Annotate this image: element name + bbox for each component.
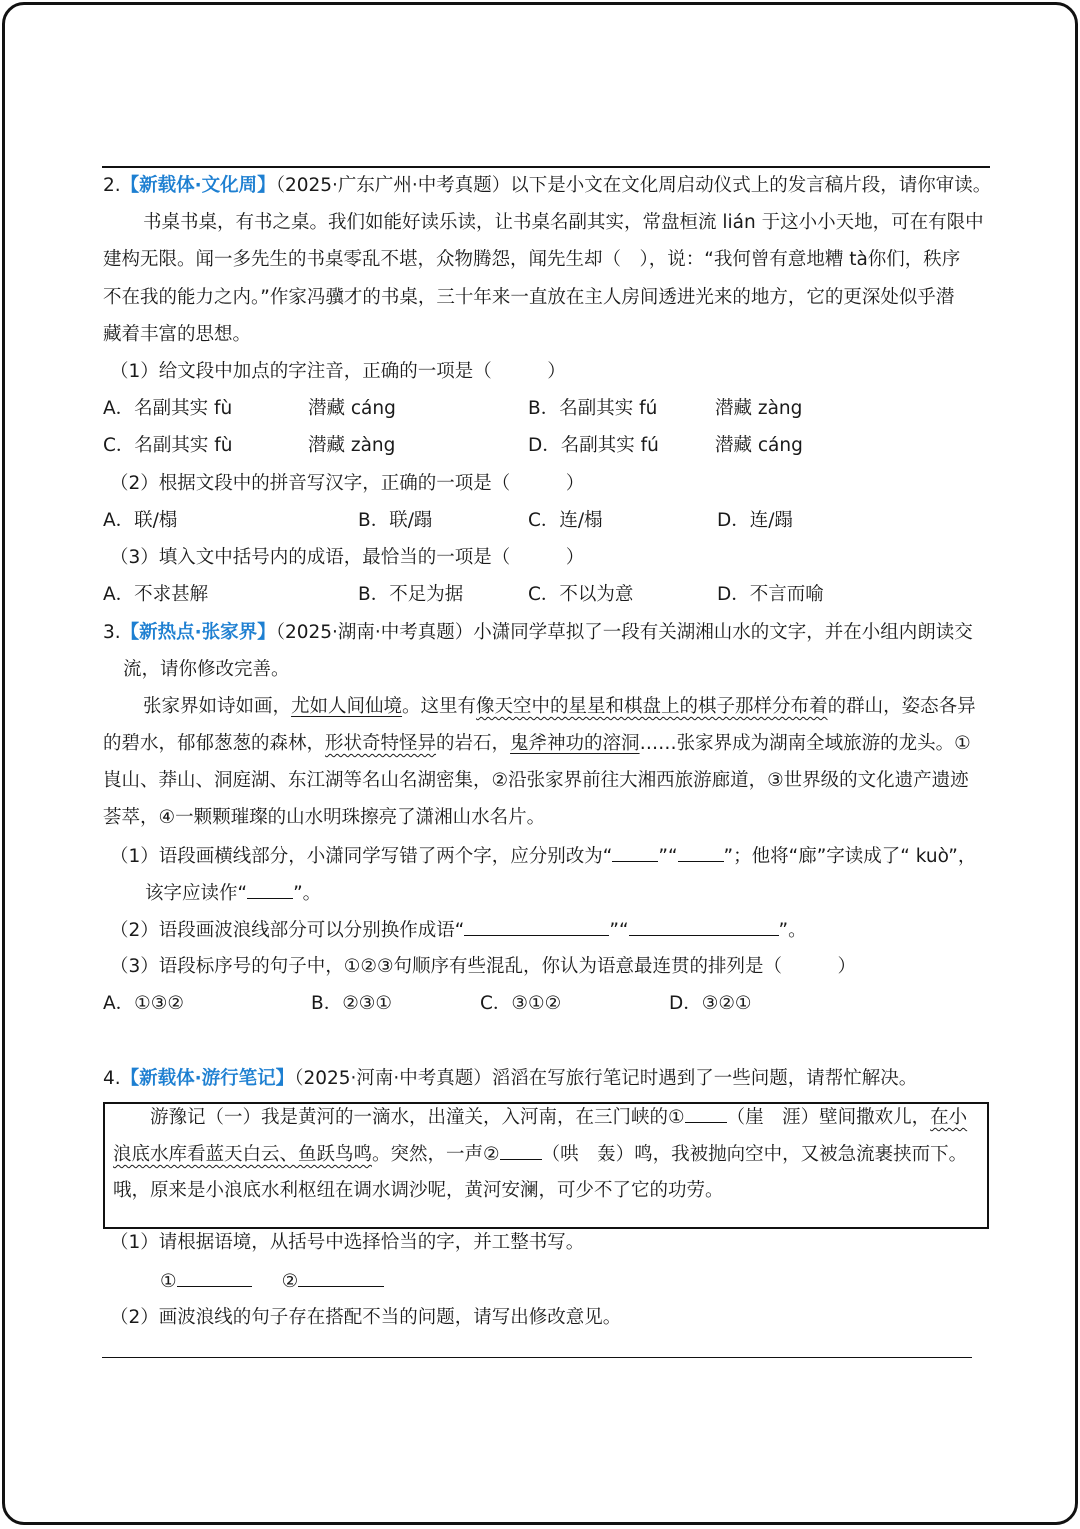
q2-passage-line: 藏着丰富的思想。 (103, 324, 252, 345)
answer-blank[interactable] (678, 843, 724, 862)
q3-sub1 (110, 843, 976, 870)
q3-sub2 (110, 917, 807, 944)
q3-number: 3. (103, 622, 121, 643)
q3-text: 的碧水，郁郁葱葱的森林， (103, 733, 326, 754)
q3-passage-line (103, 731, 971, 757)
q3-text: ……张家界成为湖南全域旅游的龙头。① (639, 733, 971, 754)
q3-sub1-text: ”；他将“廊”字读成了“ kuò”， (723, 846, 977, 867)
q3-sub2-text: （2）语段画波浪线部分可以分别换作成语“ (110, 920, 465, 941)
q2-sub1-option-b: B．名副其实 fú (528, 398, 658, 419)
q4-text: （哄 轰）鸣，我被抛向空中，又被急流裹挟而下。 (541, 1144, 968, 1165)
q3-intro-cont: 流，请你修改完善。 (123, 659, 290, 680)
worksheet-page (2, 2, 1078, 1525)
q2-sub1-option-b-extra: 潜藏 zàng (715, 398, 803, 419)
top-divider (102, 166, 990, 168)
answer-blank[interactable] (298, 1268, 384, 1287)
answer-blank[interactable] (177, 1268, 252, 1287)
answer-blank[interactable] (464, 917, 609, 936)
q2-passage-line: 不在我的能力之内。”作家冯骥才的书桌，三十年来一直放在主人房间透进光来的地方，它的更深处似乎潜 (103, 287, 955, 308)
q2-tag: 【新载体·文化周】 (120, 175, 276, 196)
q2-sub1-option-c: C．名副其实 fù (103, 435, 233, 456)
q2-sub3-option-d: D．不言而喻 (717, 584, 824, 605)
q2-sub2-option-b: B．联/蹋 (358, 510, 433, 531)
q3-text: 张家界如诗如画， (143, 696, 292, 717)
q4-box-line: 哦，原来是小浪底水利枢纽在调水调沙呢，黄河安澜，可少不了它的功劳。 (113, 1180, 724, 1201)
q2-passage-line: 书桌书桌，有书之桌。我们如能好读乐读，让书桌名副其实，常盘桓流 lián 于这小小天地，可在有限中 (143, 212, 984, 233)
q3-sub3-option-b: B．②③① (311, 993, 392, 1014)
q2-sub1-option-a-extra: 潜藏 cáng (308, 398, 396, 419)
q2-sub1-option-d: D．名副其实 fú (528, 435, 659, 456)
q2-intro: （2025·广东广州·中考真题）以下是小文在文化周启动仪式上的发言稿片段，请你审读。 (275, 175, 992, 196)
q4-text: 游豫记（一）我是黄河的一滴水，出潼关，入河南，在三门峡的① (150, 1107, 685, 1128)
q2-sub1-option-d-extra: 潜藏 cáng (715, 435, 803, 456)
q4-text: 。突然，一声② (372, 1144, 500, 1165)
q3-sub1-text: （1）语段画横线部分，小潇同学写错了两个字，应分别改为“ (110, 846, 613, 867)
answer-blank[interactable] (612, 843, 658, 862)
q4-box-line (150, 1104, 967, 1131)
q3-sub2-text: ”。 (778, 920, 807, 941)
q3-underlined-phrase: 鬼斧神功的溶洞 (510, 733, 640, 754)
answer-blank[interactable] (247, 880, 293, 899)
q3-sub1-cont (145, 880, 321, 907)
q3-text: 的岩石， (436, 733, 511, 754)
q3-wavy-phrase: 形状奇特怪异 (325, 733, 437, 754)
q4-wavy-phrase: 在小 (930, 1107, 968, 1128)
q3-sub1-text: ”“ (658, 846, 678, 867)
q2-sub3-option-a: A．不求甚解 (103, 584, 209, 605)
q3-tag: 【新热点·张家界】 (120, 622, 276, 643)
answer-blank[interactable] (629, 917, 779, 936)
answer-blank[interactable] (685, 1104, 727, 1123)
q3-text: 的群山，姿态各异 (827, 696, 976, 717)
q4-answer-line (160, 1268, 384, 1295)
q2-passage-line: 建构无限。闻一多先生的书桌零乱不堪，众物腾怨，闻先生却（ ），说：“我何曾有意地糟 tà你们，秩序 (103, 249, 961, 270)
q4-sub2: （2）画波浪线的句子存在搭配不当的问题，请写出修改意见。 (110, 1307, 622, 1328)
q4-sub1: （1）请根据语境，从括号中选择恰当的字，并工整书写。 (110, 1232, 585, 1253)
q3-intro: （2025·湖南·中考真题）小潇同学草拟了一段有关湖湘山水的文字，并在小组内朗读交 (275, 622, 973, 643)
q3-sub1-text: ”。 (293, 883, 322, 904)
q2-sub2-stem: （2）根据文段中的拼音写汉字，正确的一项是（ ） (110, 473, 585, 494)
q3-passage-line (143, 694, 976, 720)
q4-tag: 【新载体·游行笔记】 (120, 1068, 295, 1089)
q2-sub1-stem: （1）给文段中加点的字注音，正确的一项是（ ） (110, 361, 566, 382)
q2-sub2-option-d: D．连/蹋 (717, 510, 793, 531)
answer-blank[interactable] (500, 1141, 542, 1160)
q2-sub1-option-c-extra: 潜藏 zàng (308, 435, 396, 456)
q2-sub3-option-b: B．不足为据 (358, 584, 464, 605)
q4-wavy-phrase: 浪底水库看蓝天白云、鱼跃鸟鸣 (113, 1144, 373, 1165)
q4-number: 4. (103, 1068, 121, 1089)
q3-sub1-text: 该字应读作“ (145, 883, 248, 904)
q2-heading (103, 173, 991, 199)
q3-sub2-text: ”“ (609, 920, 629, 941)
q3-heading (103, 620, 973, 646)
q3-sub3-option-a: A．①③② (103, 993, 184, 1014)
q3-text: 。这里有 (402, 696, 477, 717)
q4-box-line (113, 1141, 967, 1168)
q3-wavy-phrase: 像天空中的星星和棋盘上的棋子那样分布着 (476, 696, 828, 717)
answer-line[interactable] (102, 1357, 972, 1358)
q3-passage-line: 荟萃，④一颗颗璀璨的山水明珠擦亮了潇湘山水名片。 (103, 807, 546, 828)
q2-sub3-option-c: C．不以为意 (528, 584, 634, 605)
q3-sub3-stem: （3）语段标序号的句子中，①②③句顺序有些混乱，你认为语意最连贯的排列是（ ） (110, 956, 857, 977)
q3-sub3-option-d: D．③②① (669, 993, 752, 1014)
q2-sub2-option-c: C．连/榻 (528, 510, 603, 531)
q3-sub3-option-c: C．③①② (480, 993, 562, 1014)
q2-sub3-stem: （3）填入文中括号内的成语，最恰当的一项是（ ） (110, 547, 585, 568)
q4-intro: （2025·河南·中考真题）滔滔在写旅行笔记时遇到了一些问题，请帮忙解决。 (294, 1068, 918, 1089)
answer-marker: ① (160, 1271, 177, 1292)
q2-sub1-option-a: A．名副其实 fù (103, 398, 233, 419)
q2-sub2-option-a: A．联/榻 (103, 510, 178, 531)
q2-number: 2. (103, 175, 121, 196)
q3-underlined-phrase: 尤如人间仙境 (291, 696, 403, 717)
q4-text: （崖 涯）壁间撒欢儿， (726, 1107, 931, 1128)
q4-heading (103, 1066, 917, 1092)
answer-marker: ② (281, 1271, 299, 1292)
q3-passage-line: 崀山、莽山、洞庭湖、东江湖等名山名湖密集，②沿张家界前往大湘西旅游廊道，③世界级的文化遗产遗迹 (103, 770, 969, 791)
